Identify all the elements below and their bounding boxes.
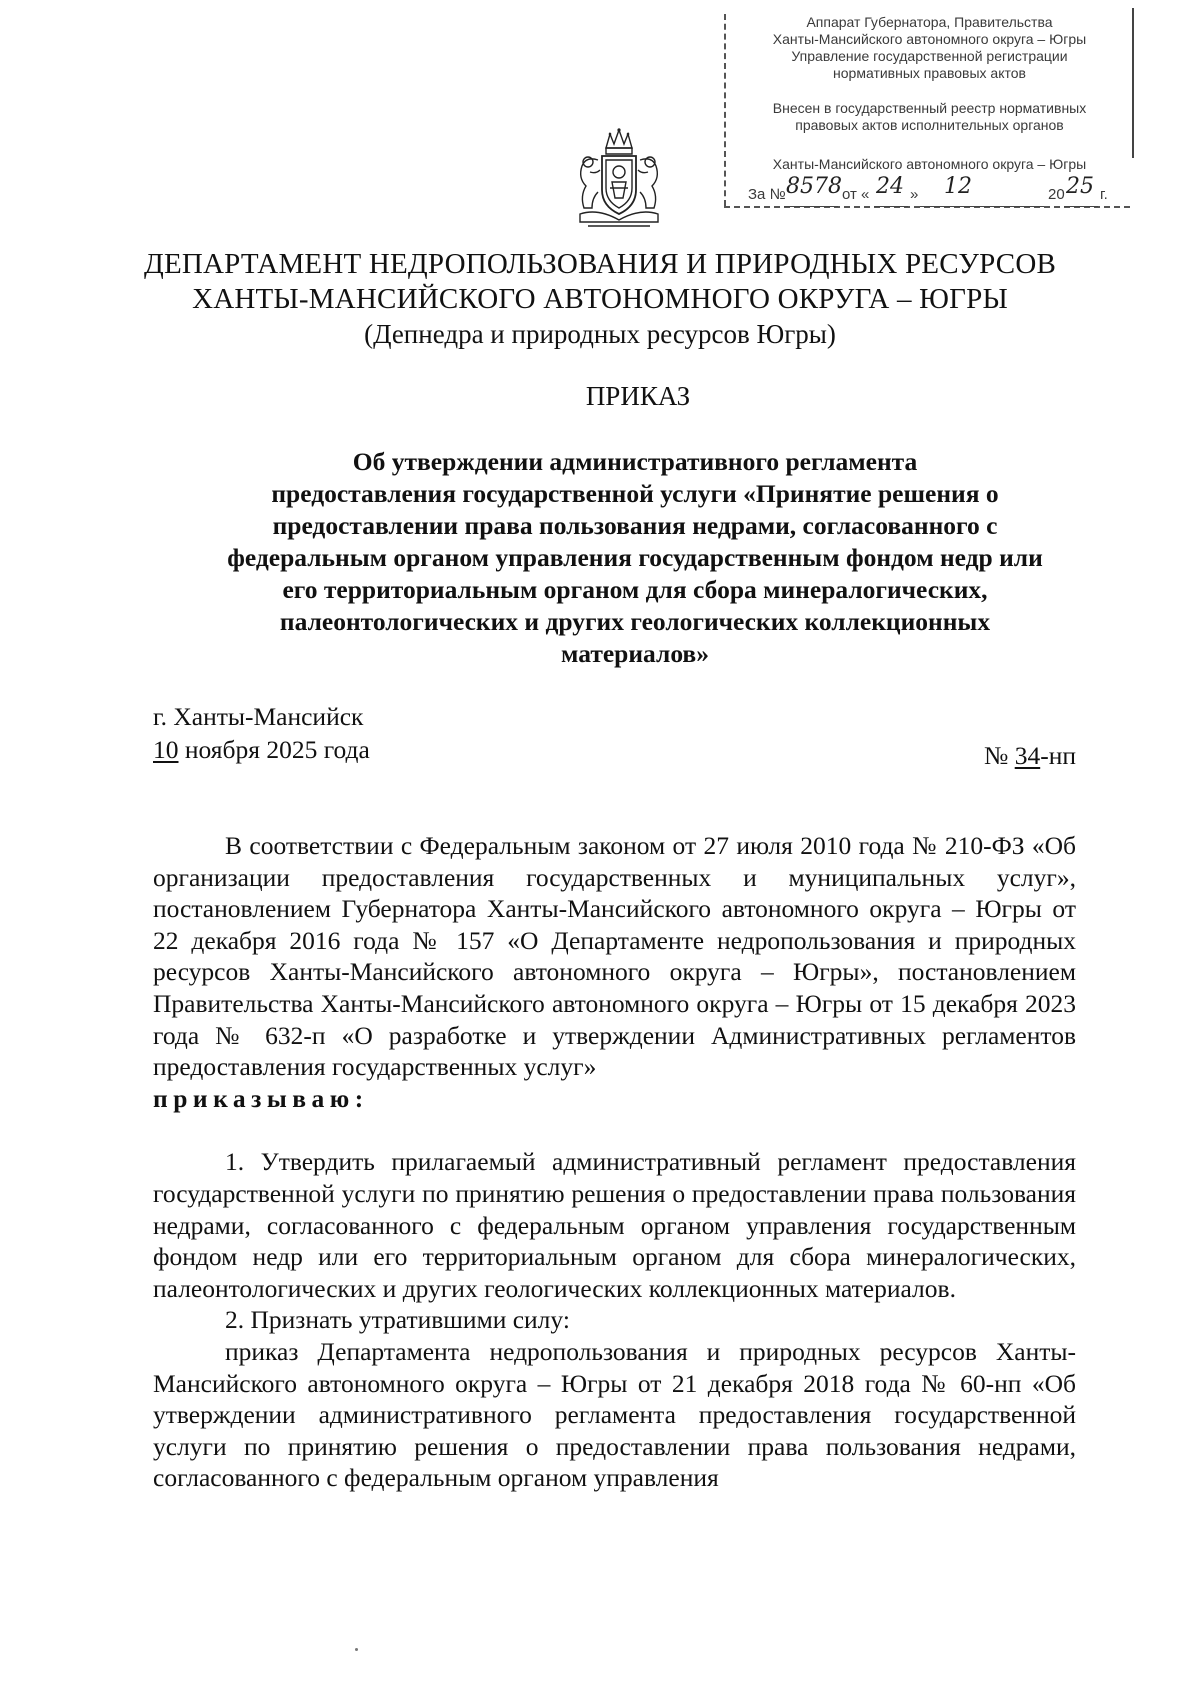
preamble-paragraph: В соответствии с Федеральным законом от 27 июля 2010 года № 210-ФЗ «Об организации предоставления государственных и муниципальных услуг», постановлением Губернатора Ханты-Мансийского автономного округа – Югры от 22 декабря 2016 года № 157 «О Департаменте недропользования и природных ресурсов Ханты-Мансийского автономного округа – Югры», постановлением Правительства Ханты-Мансийского автономного округа – Югры от 15 декабря 2023 года № 632-п «О разработке и утверждении Административных регламентов предоставления государственных услуг»	[153, 831, 1076, 1082]
department-line-2: ХАНТЫ-МАНСИЙСКОГО АВТОНОМНОГО ОКРУГА – ЮГРЫ	[192, 283, 1008, 315]
stamp-reg-year-prefix: 20	[1048, 186, 1065, 203]
document-number	[984, 740, 1076, 772]
document-title	[150, 446, 1120, 670]
stamp-line: Управление государственной регистрации	[791, 48, 1068, 64]
date-rest: ноября 2025 года	[178, 735, 370, 764]
coat-of-arms-icon	[568, 126, 670, 232]
stamp-reg-day: 24	[876, 174, 904, 199]
date-day: 10	[153, 735, 179, 764]
title-line: предоставления государственной услуги «Принятие решения о	[271, 479, 999, 508]
number-prefix: №	[983, 741, 1015, 770]
document-place: г. Ханты-Мансийск	[153, 702, 364, 731]
stamp-registry-note	[732, 100, 1127, 134]
scan-speck	[355, 1648, 358, 1651]
registration-stamp	[724, 8, 1134, 208]
stamp-reg-year: 25	[1066, 174, 1094, 199]
stamp-region: Ханты-Мансийского автономного округа – Югры	[772, 156, 1087, 172]
department-name	[0, 247, 1200, 317]
title-line: предоставлении права пользования недрами, согласованного с	[272, 511, 998, 540]
stamp-authority	[732, 14, 1127, 82]
document-type: ПРИКАЗ	[585, 381, 691, 411]
stamp-border-right	[1132, 8, 1134, 158]
order-word: приказываю:	[153, 1083, 369, 1113]
title-line: материалов»	[561, 639, 709, 668]
document-date	[153, 734, 370, 766]
title-line: палеонтологических и других геологических коллекционных	[279, 607, 991, 636]
stamp-registration-row	[748, 174, 1128, 208]
item-2-text-paragraph: приказ Департамента недропользования и природных ресурсов Ханты-Мансийского автономного округа – Югры от 21 декабря 2018 года № 60-нп «Об утверждении административного регламента предоставления государственной услуги по принятию решения о предоставлении права пользования недрами, согласованного с федеральным органом управления	[153, 1336, 1076, 1493]
department-line-1: ДЕПАРТАМЕНТ НЕДРОПОЛЬЗОВАНИЯ И ПРИРОДНЫХ РЕСУРСОВ	[143, 248, 1057, 280]
stamp-reg-prefix: За №	[748, 186, 786, 203]
item-1-paragraph: 1. Утвердить прилагаемый административный регламент предоставления государственной услуги по принятию решения о предоставлении права пользования недрами, согласованного с федеральным органом управления государственным фондом недр или его территориальным органом для сбора минералогических, палеонтологических и других геологических коллекционных материалов.	[153, 1147, 1076, 1303]
stamp-reg-month: 12	[944, 174, 972, 199]
title-line: федеральным органом управления государственным фондом недр или	[227, 543, 1043, 572]
stamp-border-left	[724, 14, 726, 206]
stamp-reg-from: от «	[842, 186, 870, 203]
title-line: его территориальным органом для сбора минералогических,	[282, 575, 988, 604]
title-line: Об утверждении административного регламента	[352, 447, 918, 476]
stamp-line: Внесен в государственный реестр нормативных	[772, 100, 1087, 116]
number-value: 34	[1014, 741, 1041, 770]
stamp-line: Аппарат Губернатора, Правительства	[806, 14, 1053, 30]
stamp-reg-number: 8578	[786, 174, 842, 199]
item-2-paragraph: 2. Признать утратившими силу:	[225, 1305, 570, 1335]
stamp-reg-day-close: »	[910, 186, 919, 203]
department-short-name: (Депнедра и природных ресурсов Югры)	[364, 319, 836, 349]
stamp-line: нормативных правовых актов	[833, 65, 1026, 81]
stamp-line: Ханты-Мансийского автономного округа – Югры	[772, 31, 1087, 47]
stamp-reg-year-suffix: г.	[1100, 186, 1108, 203]
number-suffix: -нп	[1040, 741, 1076, 770]
stamp-line: правовых актов исполнительных органов	[795, 117, 1064, 133]
document-body	[153, 830, 1076, 1494]
